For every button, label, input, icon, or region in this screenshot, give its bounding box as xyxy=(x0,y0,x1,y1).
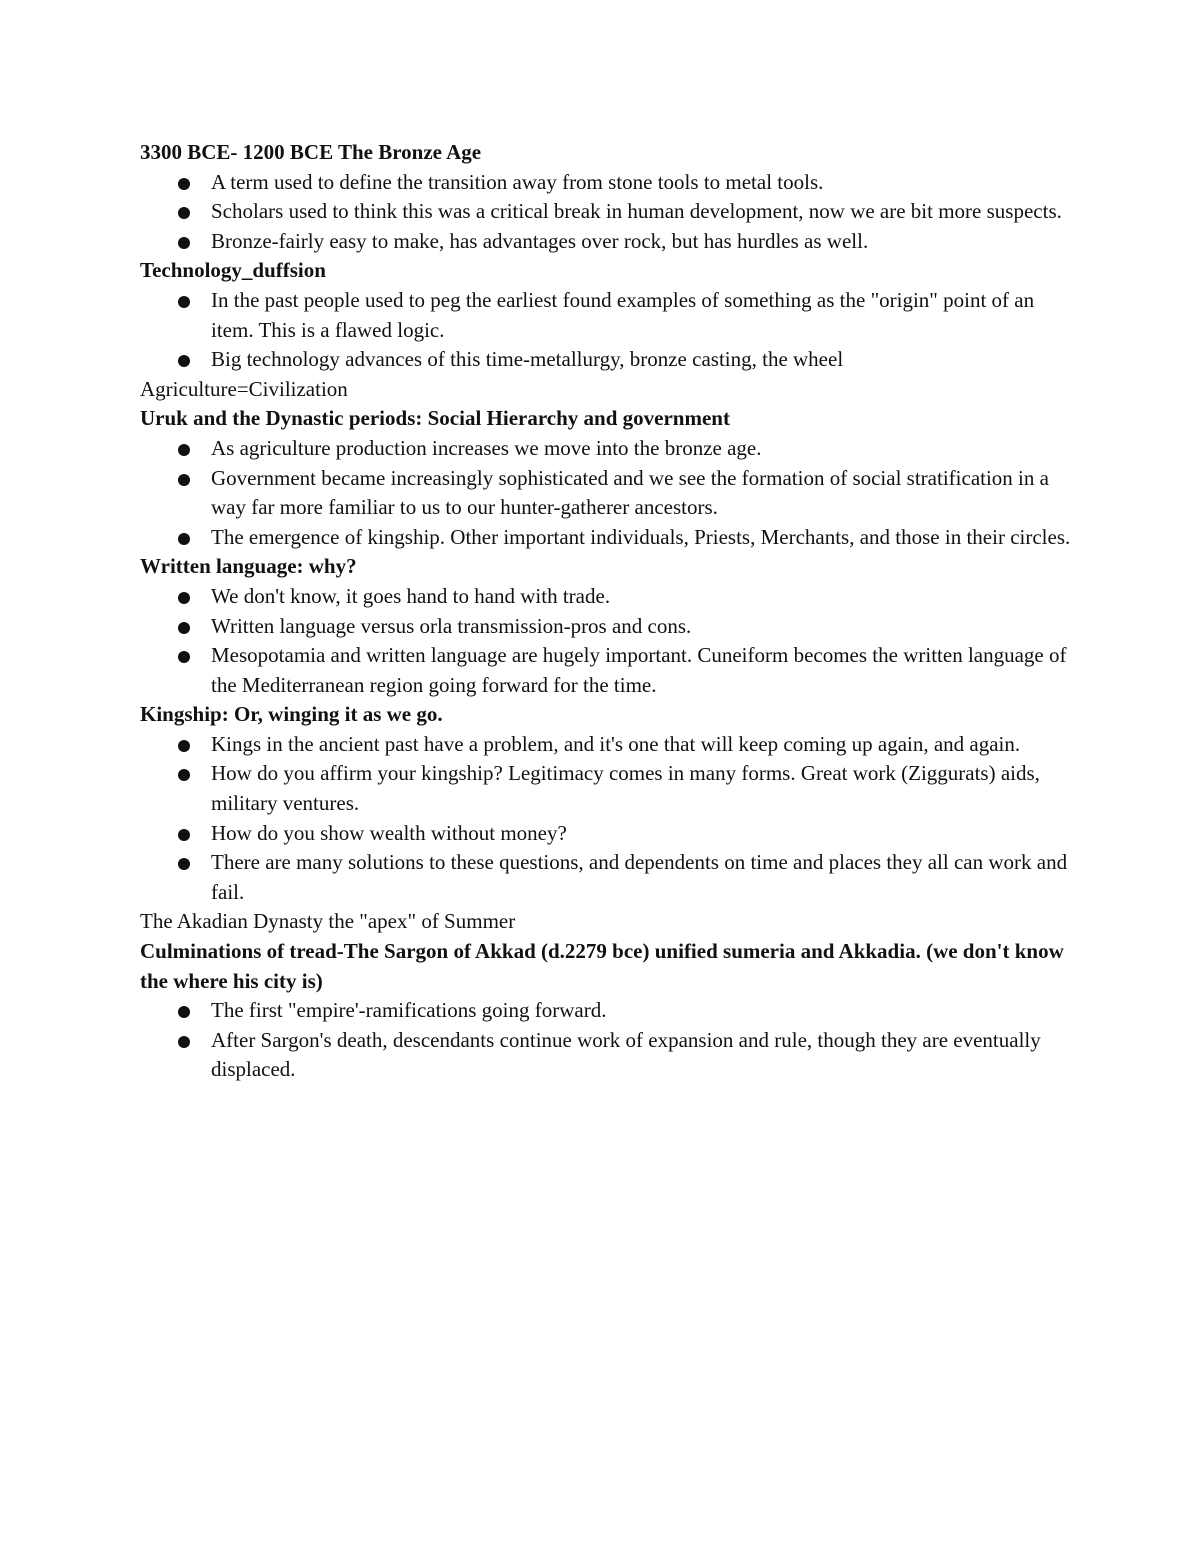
bullet-icon xyxy=(178,740,190,752)
list-item-text: We don't know, it goes hand to hand with trade. xyxy=(211,583,611,608)
notes-content xyxy=(140,138,1080,1085)
list-item-text: Kings in the ancient past have a problem, and it's one that will keep coming up again, and again. xyxy=(211,731,1021,756)
bullet-icon xyxy=(178,769,190,781)
list-item xyxy=(140,345,1080,375)
list-item xyxy=(140,819,1080,849)
list-item-text: A term used to define the transition away from stone tools to metal tools. xyxy=(211,169,824,194)
list-item xyxy=(140,227,1080,257)
list-item-text: There are many solutions to these questions, and dependents on time and places they all can work and fail. xyxy=(211,850,1068,904)
bullet-list xyxy=(140,730,1080,908)
list-item xyxy=(140,523,1080,553)
list-item-text: As agriculture production increases we move into the bronze age. xyxy=(211,435,762,460)
bullet-list xyxy=(140,286,1080,375)
section-heading: 3300 BCE- 1200 BCE The Bronze Age xyxy=(140,140,482,164)
list-item xyxy=(140,1026,1080,1085)
list-item-text: Scholars used to think this was a critical break in human development, now we are bit more suspects. xyxy=(211,199,1062,224)
list-item-text: Government became increasingly sophisticated and we see the formation of social stratification in a way far more familiar to us to our hunter-gatherer ancestors. xyxy=(211,465,1049,520)
bullet-icon xyxy=(178,237,190,249)
list-item-text: The first "empire'-ramifications going forward. xyxy=(211,998,607,1023)
bullet-list xyxy=(140,582,1080,700)
list-item xyxy=(140,996,1080,1026)
list-item-text: How do you show wealth without money? xyxy=(211,820,567,845)
list-item xyxy=(140,759,1080,818)
bullet-list xyxy=(140,434,1080,552)
bullet-list xyxy=(140,996,1080,1085)
bullet-icon xyxy=(178,1006,190,1018)
bullet-icon xyxy=(178,622,190,634)
section-heading: Kingship: Or, winging it as we go. xyxy=(140,702,443,727)
section-heading: Culminations of tread-The Sargon of Akkad (d.2279 bce) unified sumeria and Akkadia. (we don't know the where his city is) xyxy=(140,939,1064,993)
list-item-text: In the past people used to peg the earliest found examples of something as the "origin" point of an item. This is a flawed logic. xyxy=(211,287,1035,342)
list-item xyxy=(140,848,1080,907)
list-item-text: After Sargon's death, descendants continue work of expansion and rule, though they are eventually displaced. xyxy=(211,1027,1041,1082)
bullet-icon xyxy=(178,651,190,663)
list-item xyxy=(140,582,1080,612)
bullet-icon xyxy=(178,1036,190,1048)
list-item-text: Mesopotamia and written language are hugely important. Cuneiform becomes the written language of the Mediterranean region going forward for the time. xyxy=(211,643,1067,697)
bullet-icon xyxy=(178,474,190,486)
list-item-text: The emergence of kingship. Other important individuals, Priests, Merchants, and those in their circles. xyxy=(211,524,1071,549)
section-heading: Agriculture=Civilization xyxy=(140,376,348,401)
bullet-icon xyxy=(178,858,190,870)
list-item xyxy=(140,641,1080,700)
bullet-icon xyxy=(178,207,190,219)
list-item xyxy=(140,197,1080,227)
bullet-icon xyxy=(178,533,190,545)
list-item xyxy=(140,168,1080,198)
bullet-icon xyxy=(178,178,190,190)
list-item xyxy=(140,730,1080,760)
list-item xyxy=(140,286,1080,345)
list-item-text: Bronze-fairly easy to make, has advantages over rock, but has hurdles as well. xyxy=(211,228,869,253)
list-item xyxy=(140,464,1080,523)
bullet-icon xyxy=(178,592,190,604)
list-item xyxy=(140,434,1080,464)
list-item-text: How do you affirm your kingship? Legitimacy comes in many forms. Great work (Ziggurats) aids, military ventures. xyxy=(211,761,1040,816)
list-item-text: Big technology advances of this time-metallurgy, bronze casting, the wheel xyxy=(211,347,844,372)
bullet-icon xyxy=(178,444,190,456)
list-item-text: Written language versus orla transmission-pros and cons. xyxy=(211,613,692,638)
section-heading: Written language: why? xyxy=(140,554,357,579)
section-heading: The Akadian Dynasty the "apex" of Summer xyxy=(140,909,516,934)
bullet-icon xyxy=(178,829,190,841)
bullet-list xyxy=(140,168,1080,257)
section-heading: Uruk and the Dynastic periods: Social Hierarchy and government xyxy=(140,406,730,431)
bullet-icon xyxy=(178,355,190,367)
bullet-icon xyxy=(178,296,190,308)
section-heading: Technology_duffsion xyxy=(140,258,326,283)
list-item xyxy=(140,612,1080,642)
